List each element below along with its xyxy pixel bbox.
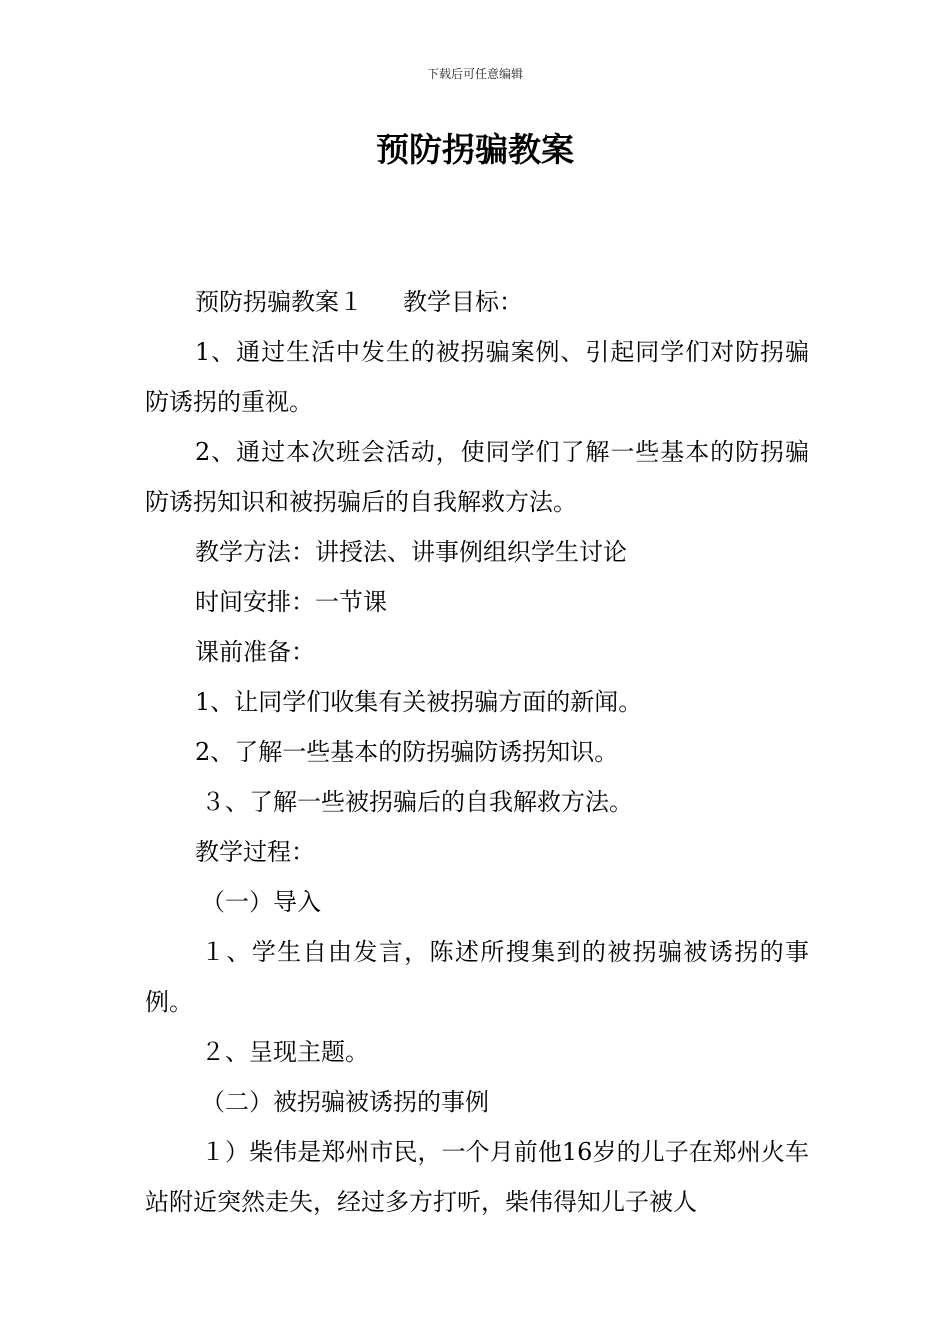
paragraph-step-2: ２、呈现主题。 bbox=[201, 1038, 369, 1066]
paragraph-prep-1: 1、让同学们收集有关被拐骗方面的新闻。 bbox=[195, 688, 643, 716]
document-body bbox=[145, 277, 809, 1227]
paragraph-intro bbox=[145, 277, 809, 327]
paragraph-prep-heading: 课前准备： bbox=[195, 638, 315, 666]
paragraph-prep-2: 2、了解一些基本的防拐骗防诱拐知识。 bbox=[195, 738, 619, 766]
paragraph-process-heading: 教学过程： bbox=[195, 838, 315, 866]
paragraph-case-1: １）柴伟是郑州市民，一个月前他16岁的儿子在郑州火车站附近突然走失，经过多方打听，柴伟得知儿子被人 bbox=[145, 1138, 809, 1216]
paragraph-goal-2: 2、通过本次班会活动，使同学们了解一些基本的防拐骗防诱拐知识和被拐骗后的自我解救方法。 bbox=[145, 438, 809, 516]
paragraph-schedule: 时间安排：一节课 bbox=[195, 588, 387, 616]
paragraph-step-1: １、学生自由发言，陈述所搜集到的被拐骗被诱拐的事例。 bbox=[145, 938, 809, 1016]
paragraph-prep-3: ３、了解一些被拐骗后的自我解救方法。 bbox=[201, 788, 633, 816]
paragraph-method: 教学方法：讲授法、讲事例组织学生讨论 bbox=[195, 538, 627, 566]
paragraph-intro-trail: 教学目标： bbox=[403, 288, 523, 316]
document-title: 预防拐骗教案 bbox=[376, 130, 574, 169]
header-note: 下载后可任意编辑 bbox=[426, 67, 523, 81]
paragraph-section-2: （二）被拐骗被诱拐的事例 bbox=[201, 1088, 489, 1116]
paragraph-goal-1: 1、通过生活中发生的被拐骗案例、引起同学们对防拐骗防诱拐的重视。 bbox=[145, 338, 809, 416]
paragraph-section-1: （一）导入 bbox=[201, 888, 321, 916]
paragraph-intro-lead: 预防拐骗教案１ bbox=[195, 288, 363, 316]
